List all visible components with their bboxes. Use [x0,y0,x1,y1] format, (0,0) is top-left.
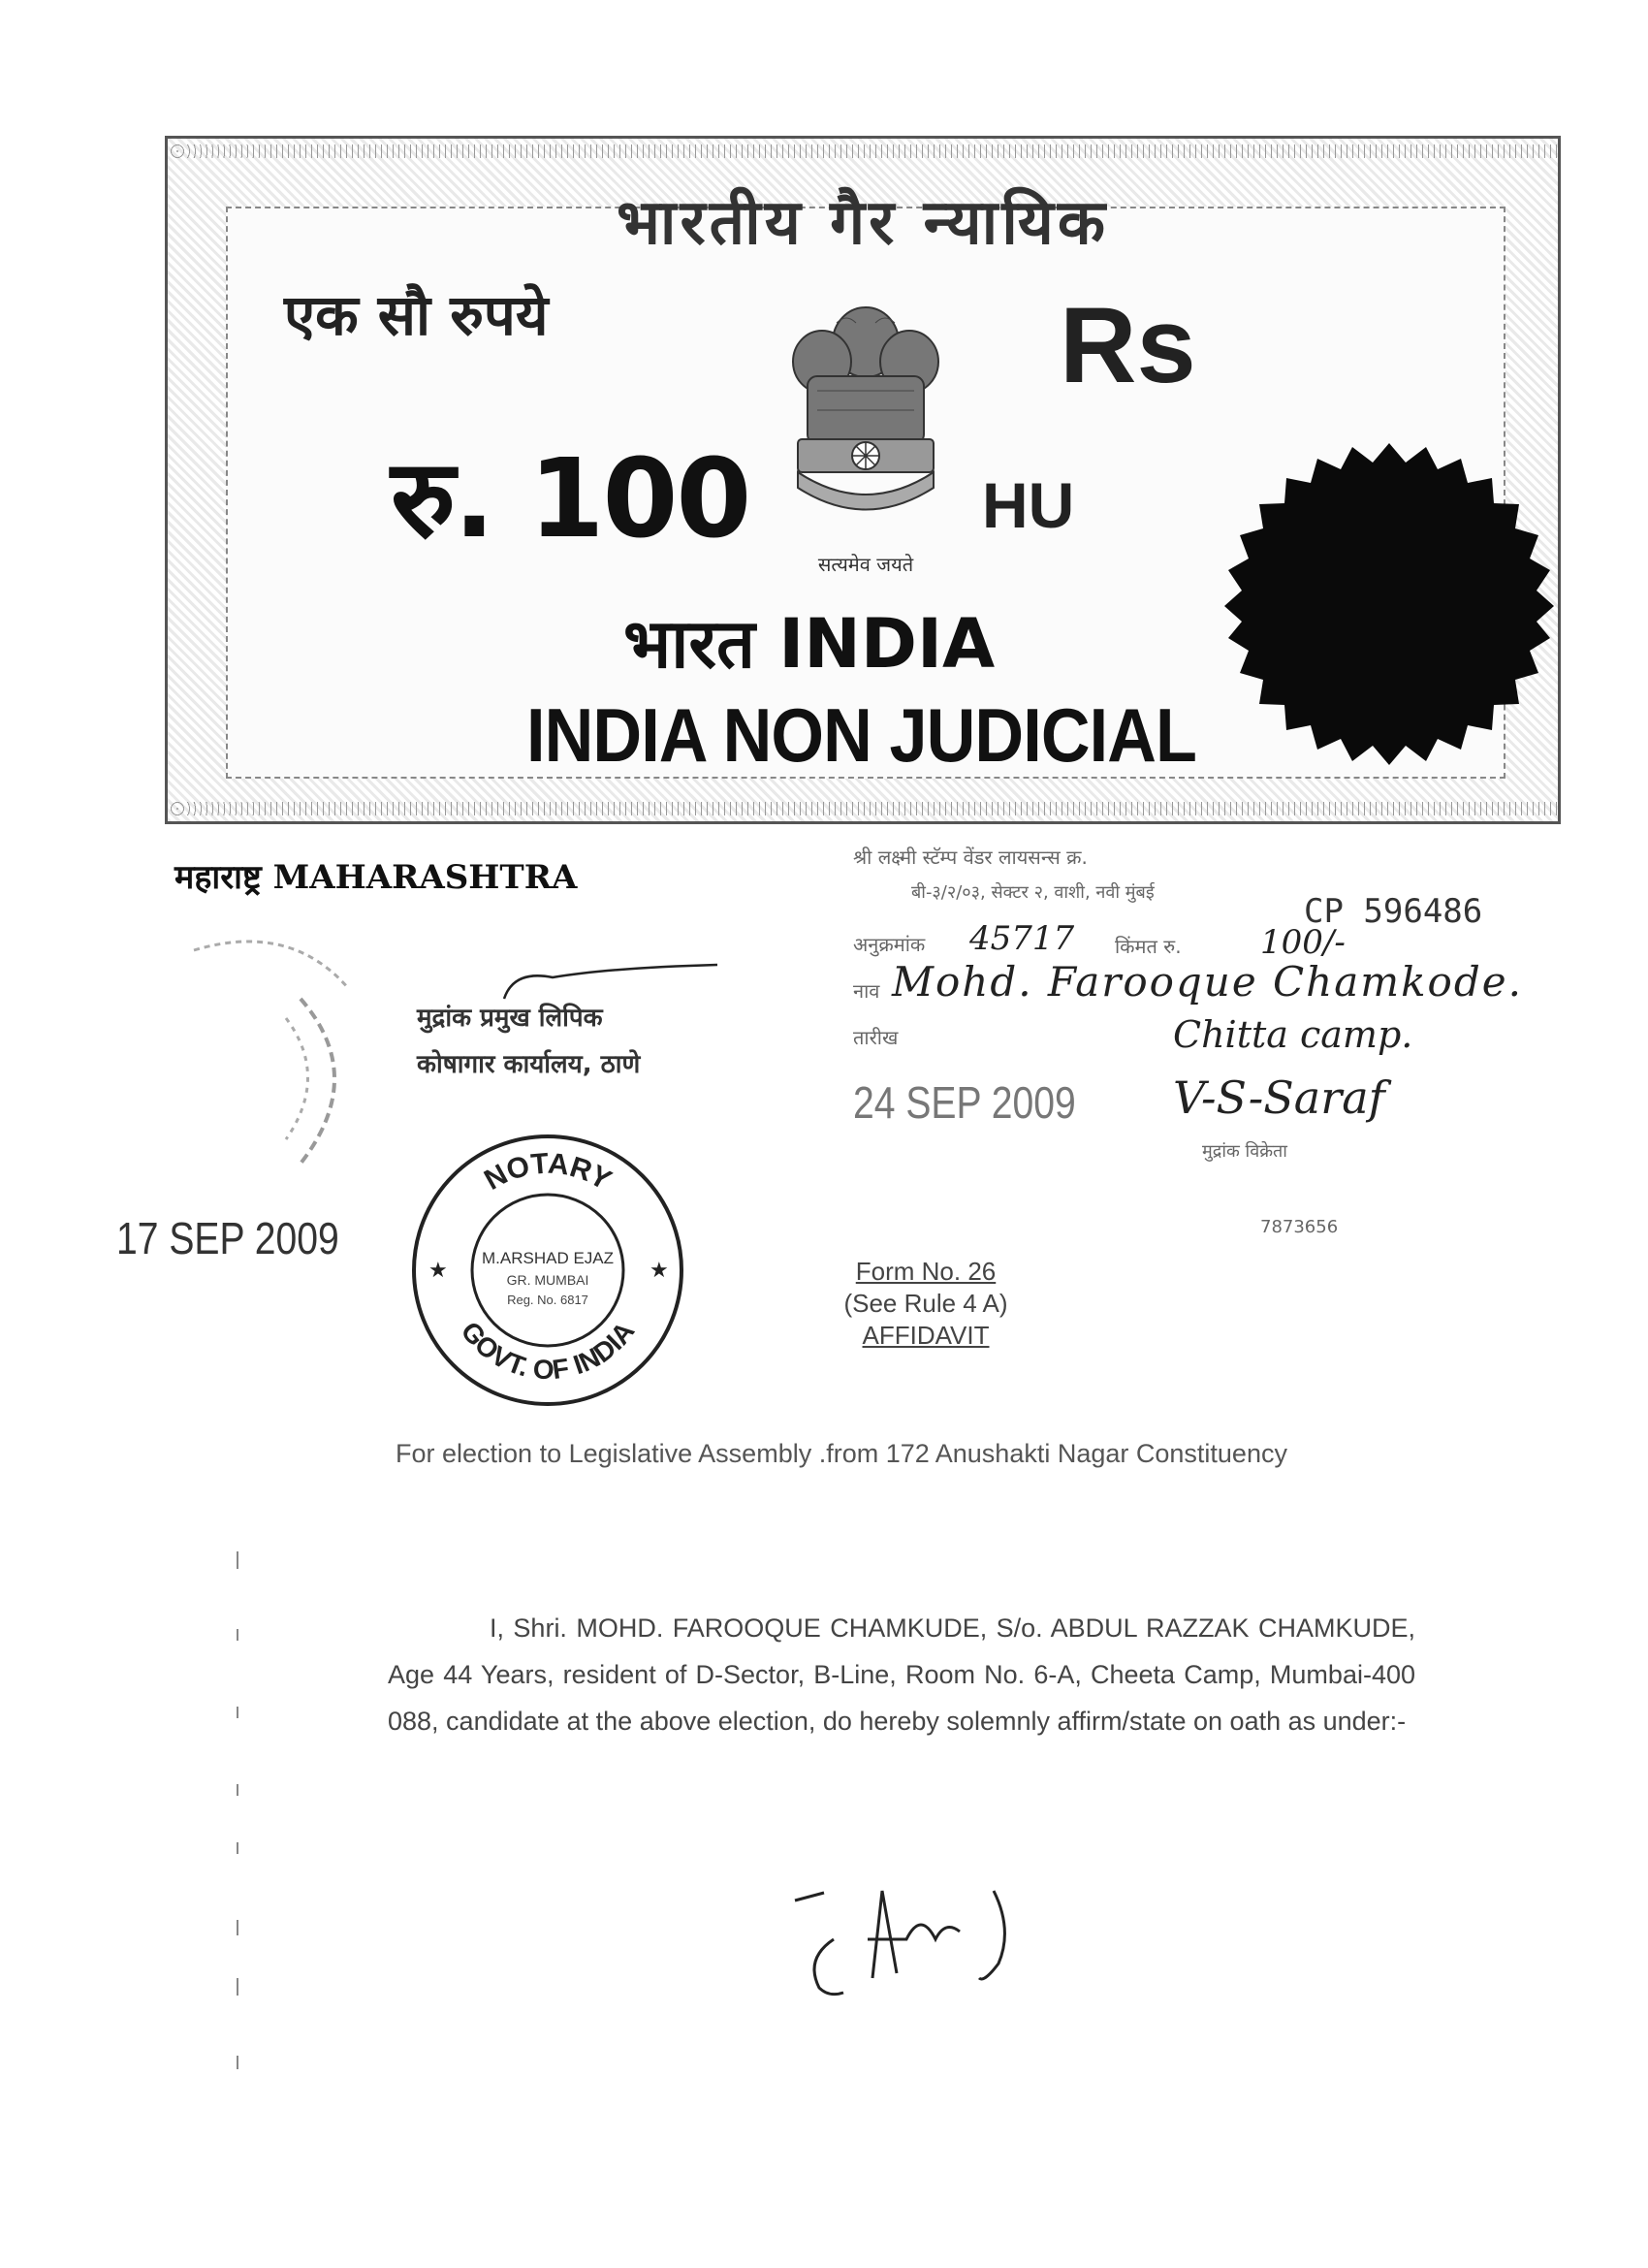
notary-seal-icon [407,1130,688,1411]
faded-seal-icon [155,931,378,1183]
serial-handwritten: 45717 [969,919,1075,958]
name-handwritten: Mohd. Farooque Chamkode. [892,958,1523,1006]
serial-label: अनुक्रमांक [853,933,926,956]
notary-top-text: NOTARY [479,1147,617,1198]
vendor-line-1: श्री लक्ष्मी स्टॅम्प वेंडर लायसन्स क्र. [853,846,1088,869]
stamp-bharat-india: भारत INDIA [623,604,996,684]
stamp-hundred-text: HU [982,469,1075,541]
vendor-signature: V-S-Saraf [1173,1071,1385,1124]
vendor-title: मुद्रांक विक्रेता [1202,1141,1287,1162]
form-number: Form No. 26 [855,1257,997,1286]
affirmation-paragraph: I, Shri. MOHD. FAROOQUE CHAMKUDE, S/o. ABDUL RAZZAK CHAMKUDE, Age 44 Years, resident of D-Sector, B-Line, Room No. 6-A, Cheeta Camp, Mumbai-400 088, candidate at the above election, do hereby solemnly affirm/state on oath as under:- [388,1613,1415,1736]
stamp-non-judicial-label: INDIA NON JUDICIAL [526,692,1197,778]
treasury-line-2: कोषागार कार्यालय, ठाणे [417,1050,641,1079]
state-label: महाराष्ट्र MAHARASHTRA [174,858,578,897]
notary-city: GR. MUMBAI [506,1272,589,1288]
stamp-paper [165,136,1561,824]
treasury-sign-block [417,960,785,1105]
stamp-amount-rs: Rs [1060,286,1196,405]
vendor-line-2: बी-३/२/०३, सेक्टर २, वाशी, नवी मुंबई [911,882,1155,903]
stamp-border-bottom [168,802,1558,815]
candidate-signature [776,1871,1028,2007]
stamp-amount: रु. 100 [391,436,750,562]
stamp-hindi-title: भारतीय गैर न्यायिक [616,187,1110,259]
left-date-stamp: 17 SEP 2009 [116,1213,339,1263]
svg-text:★: ★ [650,1258,669,1282]
stamp-vendor-block [853,844,1570,1270]
margin-marks [228,1551,247,2094]
vendor-date-stamp: 24 SEP 2009 [853,1077,1076,1128]
license-number: 7873656 [1260,1217,1339,1237]
election-paragraph: For election to Legislative Assembly .from 172 Anushakti Nagar Constituency [396,1439,1287,1468]
stamp-border-top [168,144,1558,158]
national-emblem-icon [769,284,963,546]
redaction-seal-icon [1215,439,1564,788]
amount-handwritten: 100/- [1260,923,1346,962]
notary-name: M.ARSHAD EJAZ [481,1249,615,1267]
form-rule: (See Rule 4 A) [843,1289,1008,1318]
emblem-motto: सत्यमेव जयते [817,553,914,576]
name-label: नाव [853,979,880,1003]
form-title: AFFIDAVIT [862,1321,990,1350]
svg-text:★: ★ [428,1258,448,1282]
notary-bottom-text: GOVT. OF INDIA [455,1316,641,1386]
treasury-line-1: मुद्रांक प्रमुख लिपिक [417,1004,603,1033]
date-label: तारीख [853,1026,899,1049]
form-heading [814,1256,1037,1352]
serial-number: CP 596486 [1304,892,1483,931]
amount-label: किंमत रु. [1115,935,1182,958]
notary-reg: Reg. No. 6817 [507,1293,588,1307]
address-handwritten: Chitta camp. [1173,1013,1413,1056]
stamp-hindi-amount: एक सौ रुपये [284,282,549,348]
